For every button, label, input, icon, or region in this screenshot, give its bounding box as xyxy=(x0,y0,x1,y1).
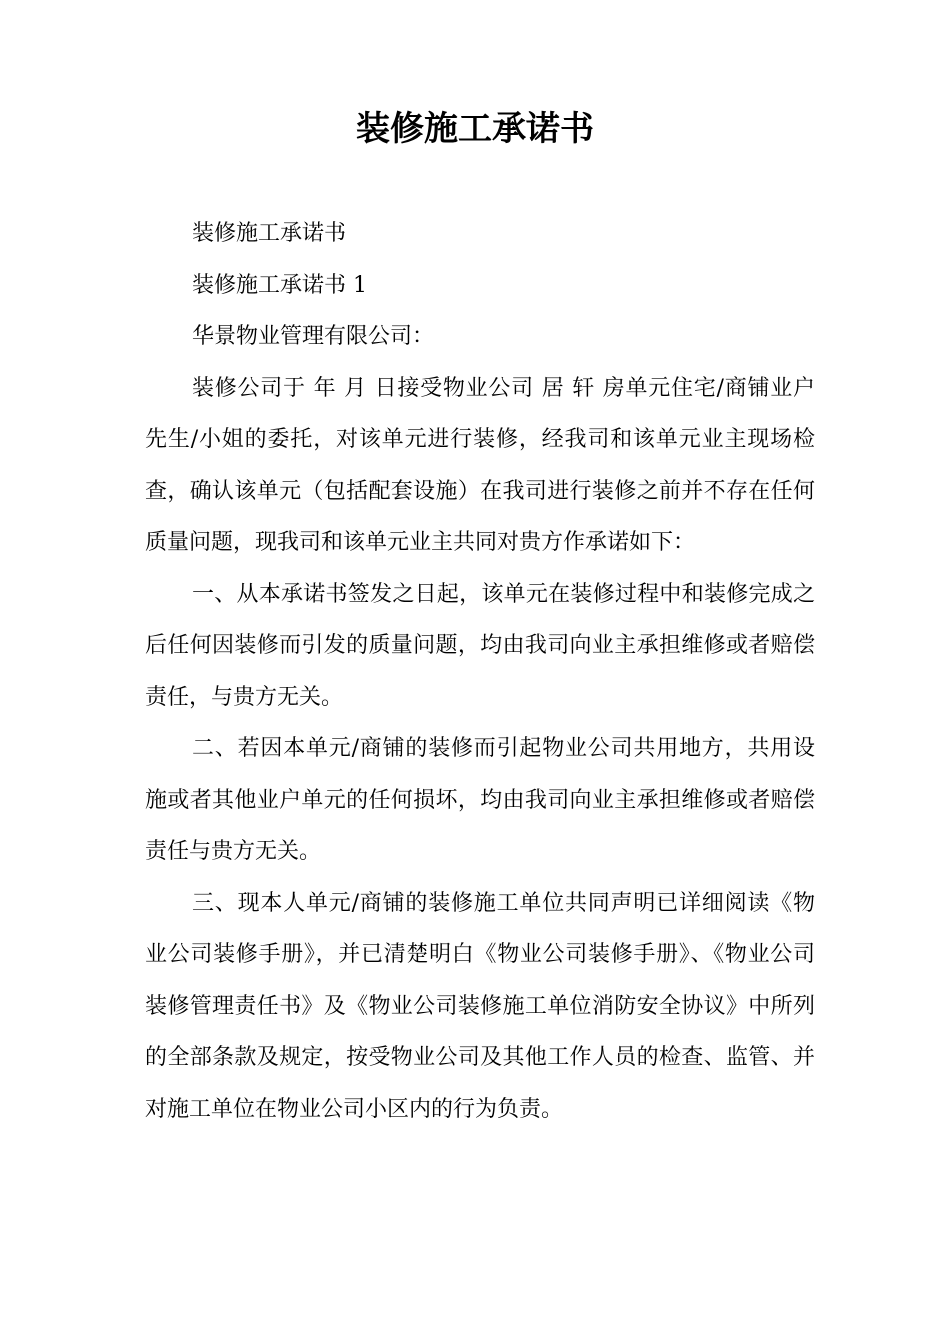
paragraph-clause-1: 一、从本承诺书签发之日起，该单元在装修过程中和装修完成之后任何因装修而引发的质量问题，均由我司向业主承担维修或者赔偿责任，与贵方无关。 xyxy=(145,581,815,710)
paragraph-heading: 装修施工承诺书 xyxy=(192,221,347,246)
document-body xyxy=(145,208,815,1135)
paragraph-clause-2: 二、若因本单元/商铺的装修而引起物业公司共用地方，共用设施或者其他业户单元的任何损坏，均由我司向业主承担维修或者赔偿责任与贵方无关。 xyxy=(145,736,815,864)
paragraph-intro: 装修公司于 年 月 日接受物业公司 居 轩 房单元住宅/商铺业户 先生/小姐的委托，对该单元进行装修，经我司和该单元业主现场检查，确认该单元（包括配套设施）在我司进行装修之前并不存在任何质量问题，现我司和该单元业主共同对贵方作承诺如下： xyxy=(145,375,815,555)
paragraph-addressee: 华景物业管理有限公司： xyxy=(192,324,435,349)
document-title: 装修施工承诺书 xyxy=(356,109,594,149)
paragraph-clause-3: 三、现本人单元/商铺的装修施工单位共同声明已详细阅读《物业公司装修手册》，并已清楚明白《物业公司装修手册》、《物业公司装修管理责任书》及《物业公司装修施工单位消防安全协议》中所列的全部条款及规定，按受物业公司及其他工作人员的检查、监管、并对施工单位在物业公司小区内的行为负责。 xyxy=(145,890,815,1122)
paragraph-subheading: 装修施工承诺书 1 xyxy=(192,272,367,298)
